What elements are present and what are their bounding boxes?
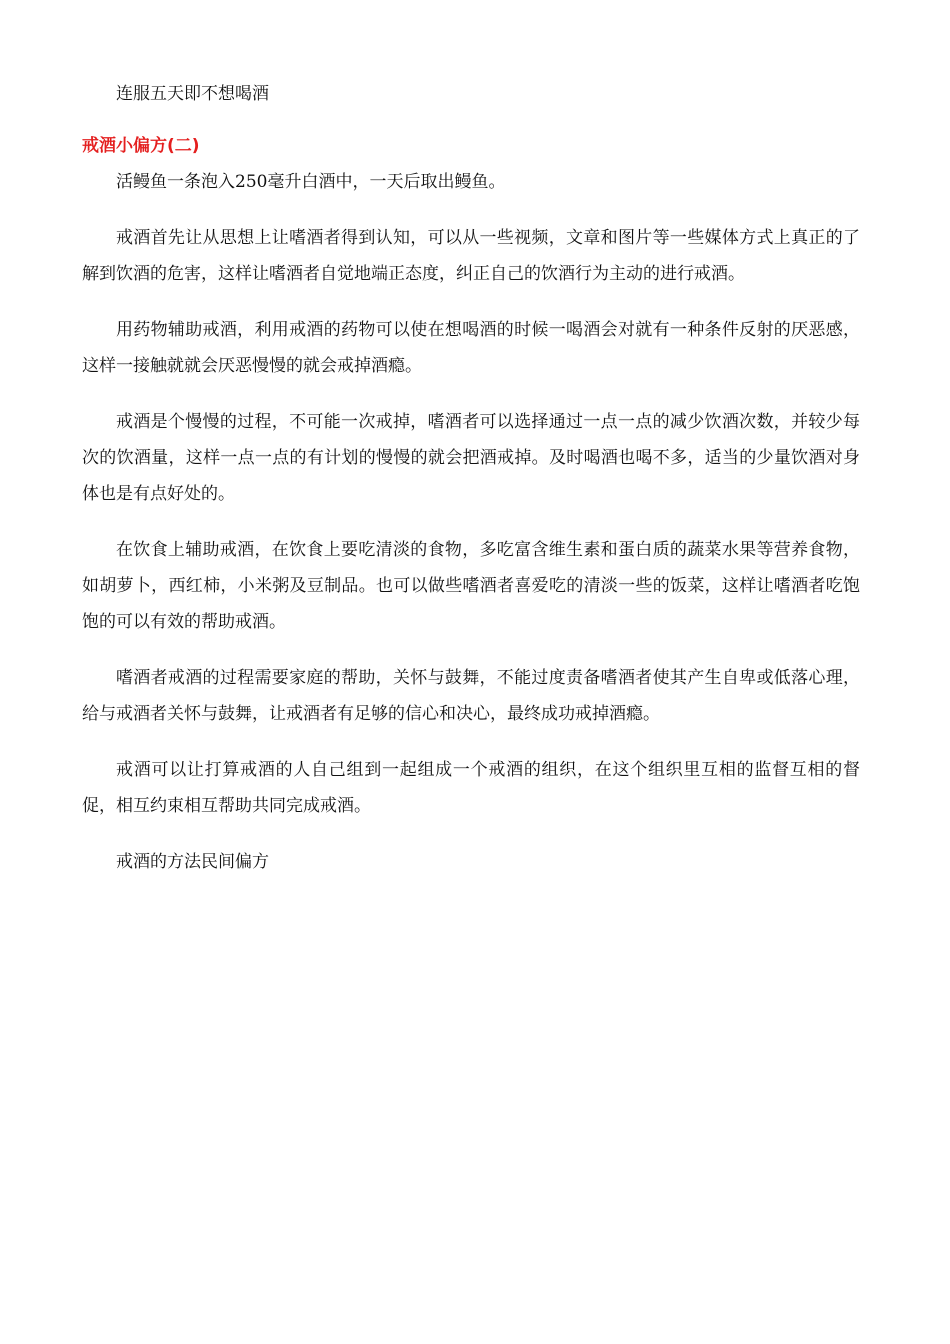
paragraph-1: 活鳗鱼一条泡入250毫升白酒中，一天后取出鳗鱼。: [116, 172, 506, 192]
paragraph-5: 在饮食上辅助戒酒，在饮食上要吃清淡的食物，多吃富含维生素和蛋白质的蔬菜水果等营养食物，如胡萝卜，西红柿，小米粥及豆制品。也可以做些嗜酒者喜爱吃的清淡一些的饭菜，这样让嗜酒者吃饱饱的可以有效的帮助戒酒。: [82, 540, 860, 632]
document-body: [82, 76, 860, 880]
paragraph-8: 戒酒的方法民间偏方: [116, 852, 269, 872]
paragraph-6: 嗜酒者戒酒的过程需要家庭的帮助，关怀与鼓舞，不能过度责备嗜酒者使其产生自卑或低落心理，给与戒酒者关怀与鼓舞，让戒酒者有足够的信心和决心，最终成功戒掉酒瘾。: [82, 668, 860, 724]
paragraph-3: 用药物辅助戒酒，利用戒酒的药物可以使在想喝酒的时候一喝酒会对就有一种条件反射的厌恶感，这样一接触就就会厌恶慢慢的就会戒掉酒瘾。: [82, 320, 860, 376]
section-heading: 戒酒小偏方(二): [82, 136, 200, 156]
intro-line: 连服五天即不想喝酒: [116, 84, 269, 104]
paragraph-2: 戒酒首先让从思想上让嗜酒者得到认知，可以从一些视频，文章和图片等一些媒体方式上真正的了解到饮酒的危害，这样让嗜酒者自觉地端正态度，纠正自己的饮酒行为主动的进行戒酒。: [82, 228, 860, 284]
paragraph-7: 戒酒可以让打算戒酒的人自己组到一起组成一个戒酒的组织，在这个组织里互相的监督互相的督促，相互约束相互帮助共同完成戒酒。: [82, 760, 860, 816]
paragraph-4: 戒酒是个慢慢的过程，不可能一次戒掉，嗜酒者可以选择通过一点一点的减少饮酒次数，并较少每次的饮酒量，这样一点一点的有计划的慢慢的就会把酒戒掉。及时喝酒也喝不多，适当的少量饮酒对身体也是有点好处的。: [82, 412, 860, 504]
